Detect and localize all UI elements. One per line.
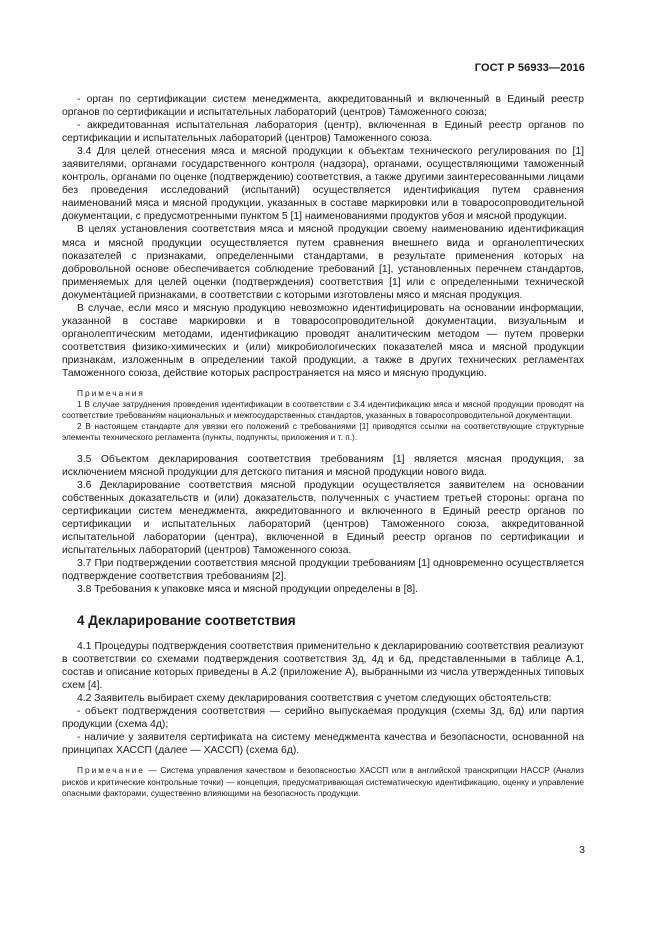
paragraph: 3.8 Требования к упаковке мяса и мясной продукции определены в [8]. xyxy=(77,583,418,595)
paragraph: 4.1 Процедуры подтверждения соответствия применительно к декларированию соответствия реализуют в соответствии со схемами подтверждения соответствия 3д, 4д и 6д, представленными в таблице А.1, состав и описание которых приведены в А.2 (приложение А), выбранными из числа утвержденных типовых схем [4]. xyxy=(62,641,584,692)
document-body xyxy=(62,93,584,799)
list-item: - объект подтверждения соответствия — серийно выпускаемая продукция (схемы 3д, 6д) или партия продукции (схема 4д); xyxy=(62,706,584,731)
paragraph: - орган по сертификации систем менеджмента, аккредитованный и включенный в Единый реестр органов по сертификации и испытательных лабораторий (центров) Таможенного союза; xyxy=(62,94,584,119)
list-item: - наличие у заявителя сертификата на систему менеджмента качества и безопасности, основанной на принципах ХАССП (далее — ХАССП) (схема 6д). xyxy=(62,732,584,757)
paragraph: 3.5 Объектом декларирования соответствия требованиям [1] является мясная продукция, за исключением мясной продукции для детского питания и мясной продукции нового вида. xyxy=(62,453,584,478)
paragraph: В целях установления соответствия мяса и мясной продукции своему наименованию идентификация мяса и мясной продукции осуществляется путем сравнения внешнего вида и органолептических показателей с признаками, определенными стандартами, в результате применения которых на добровольной основе обеспечивается соблюдение требований [1], установленных перечнем стандартов, применяемых для целей оценки (подтверждения) соответствия [1] или с определенными технической документацией признаками, в соответствии с которыми изготовлены мясо и мясная продукция. xyxy=(62,224,584,301)
note-item: 2 В настоящем стандарте для увязки его положений с требованиями [1] приводятся ссылки на соответствующие структурные элементы технического регламента (пункты, подпункты, приложения и т. п.). xyxy=(62,421,584,443)
page-number: 3 xyxy=(579,844,585,856)
paragraph: 3.6 Декларирование соответствия мясной продукции осуществляется заявителем на основании собственных доказательств и (или) доказательств, полученных с участием третьей стороны: органа по сертификации систем менеджмента, аккредитованного и включенного в Единый реестр органов по сертификации и испытательных лабораторий (центров) Таможенного союза, аккредитованной испытательной лаборатории (центра), включенной в Единый реестр органов по сертификации и испытательных лабораторий (центров) Таможенного союза. xyxy=(62,479,584,556)
notes-heading xyxy=(62,388,584,399)
document-id-header: ГОСТ Р 56933—2016 xyxy=(474,62,585,74)
paragraph: 4.2 Заявитель выбирает схему декларирования соответствия с учетом следующих обстоятельств: xyxy=(77,693,552,705)
paragraph: 3.4 Для целей отнесения мяса и мясной продукции к объектам технического регулирования по [1] заявителями, органами государственного контроля (надзора), органами, осуществляющими таможенный контроль, органами по оценке (подтверждению) соответствия, а также другими заинтересованными лицами без проведения исследований (испытаний) осуществляется идентификация путем сравнения наименований мяса и мясной продукции, указанных в составе маркировки или в товаросопроводительной документации, с предусмотренными пунктом 5 [1] наименованиями продуктов убоя и мясной продукции. xyxy=(62,146,584,223)
notes-heading-text: Примечания xyxy=(77,388,145,399)
final-note-label: Примечание xyxy=(77,765,146,776)
paragraph: 3.7 При подтверждении соответствия мясной продукции требованиям [1] одновременно осуществляется подтверждение соответствия требованиям [2]. xyxy=(62,557,584,582)
paragraph: - аккредитованная испытательная лаборатория (центр), включенная в Единый реестр органов по сертификации и испытательных лабораторий (центров) Таможенного союза. xyxy=(62,120,584,145)
final-note-text: — Система управления качеством и безопасностью ХАССП или в английской транскрипции HACCP (Анализ рисков и критические контрольные точки) — концепция, предусматривающая систематическую идентификацию, оценку и управление опасными факторами, существенно влияющими на безопасность продукции. xyxy=(62,765,584,798)
paragraph: В случае, если мясо и мясную продукцию невозможно идентифицировать на основании информации, указанной в составе маркировки и в товаросопроводительной документации, визуальным и органолептическим методами, идентификацию проводят аналитическим методом — путем проверки соответствия физико-химических и (или) микробиологических показателей мяса и мясной продукции признакам, изложенным в определении такой продукции, а также в других технических регламентах Таможенного союза, действие которых распространяется на мясо и мясную продукцию. xyxy=(62,302,584,379)
note-item: 1 В случае затруднения проведения идентификации в соответствии с 3.4 идентификацию мяса и мясной продукции проводят на соответствие требованиям национальных и межгосударственных стандартов, указанных в товаросопроводительной документации. xyxy=(62,399,584,421)
section-heading: 4 Декларирование соответствия xyxy=(77,613,296,629)
final-note xyxy=(62,765,584,798)
